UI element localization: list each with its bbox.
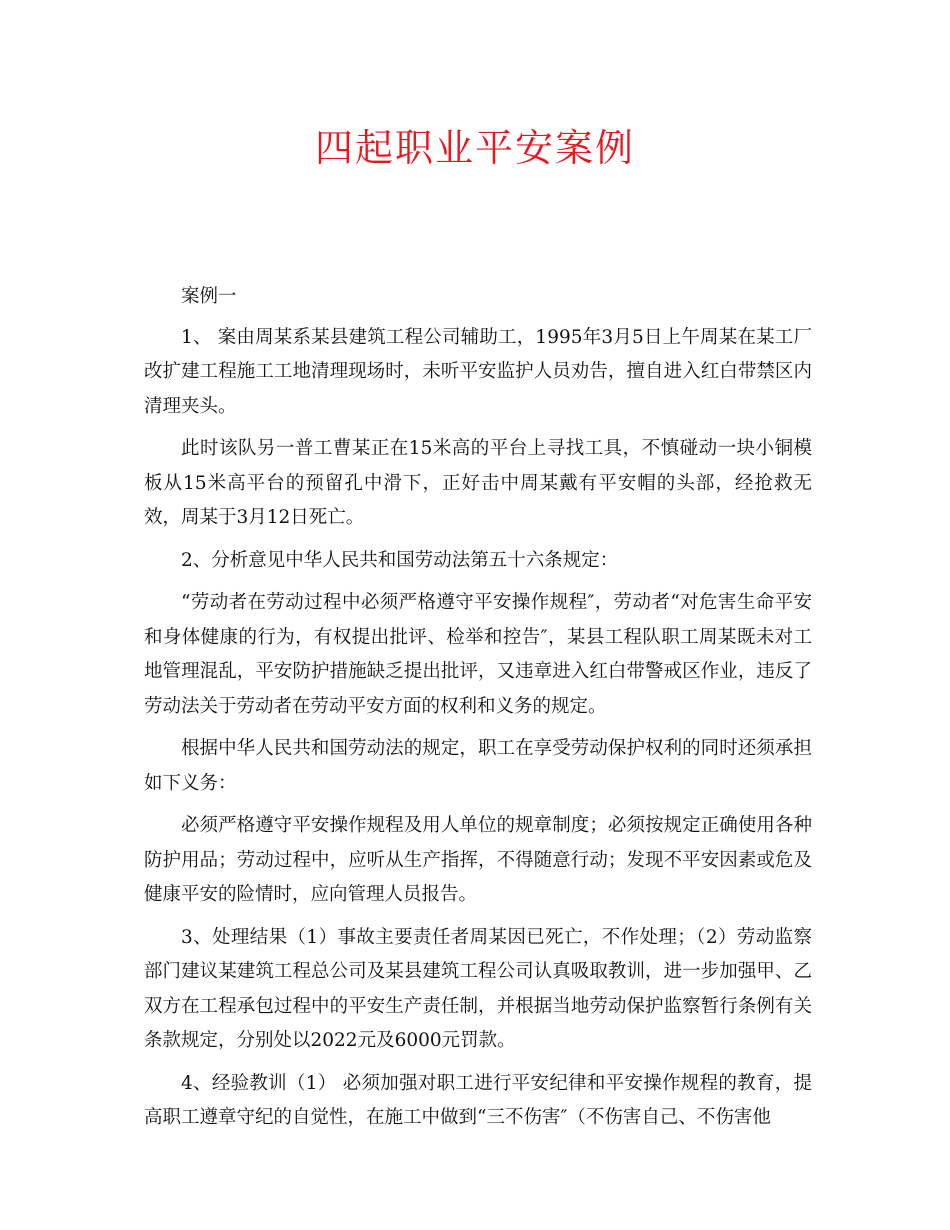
paragraph-case-summary: 1、 案由周某系某县建筑工程公司辅助工，1995年3月5日上午周某在某工厂改扩建工程施工工地清理现场时，未听平安监护人员劝告，擅自进入红白带禁区内清理夹头。 — [144, 326, 812, 417]
paragraph-obligations-list: 必须严格遵守平安操作规程及用人单位的规章制度；必须按规定正确使用各种防护用品；劳动过程中，应听从生产指挥，不得随意行动；发现不平安因素或危及健康平安的险情时，应向管理人员报告。 — [144, 815, 812, 905]
paragraph-labor-law-quote: “劳动者在劳动过程中必须严格遵守平安操作规程″，劳动者“对危害生命平安和身体健康的行为，有权提出批评、检举和控告″，某县工程队职工周某既未对工地管理混乱，平安防护措施缺乏提出批评，又违章进入红白带警戒区作业，违反了劳动法关于劳动者在劳动平安方面的权利和义务的规定。 — [144, 592, 812, 717]
paragraph-handling-result: 3、处理结果（1）事故主要责任者周某因已死亡，不作处理；（2）劳动监察部门建议某建筑工程总公司及某县建筑工程公司认真吸取教训，进一步加强甲、乙双方在工程承包过程中的平安生产责任制，并根据当地劳动保护监察暂行条例有关条款规定，分别处以2022元及6000元罚款。 — [144, 926, 812, 1051]
document-body — [144, 280, 812, 1144]
case-heading: 案例一 — [181, 286, 237, 307]
document-title: 四起职业平安案例 — [314, 126, 635, 170]
paragraph-accident-detail: 此时该队另一普工曹某正在15米高的平台上寻找工具，不慎碰动一块小铜模板从15米高平台的预留孔中滑下，正好击中周某戴有平安帽的头部，经抢救无效，周某于3月12日死亡。 — [144, 438, 812, 528]
paragraph-obligations-intro: 根据中华人民共和国劳动法的规定，职工在享受劳动保护权利的同时还须承担如下义务： — [144, 738, 812, 794]
paragraph-analysis-heading: 2、分析意见中华人民共和国劳动法第五十六条规定： — [181, 549, 619, 571]
paragraph-lessons-learned: 4、经验教训（1） 必须加强对职工进行平安纪律和平安操作规程的教育，提高职工遵章守纪的自觉性，在施工中做到“三不伤害″（不伤害自己、不伤害他 — [144, 1072, 812, 1128]
